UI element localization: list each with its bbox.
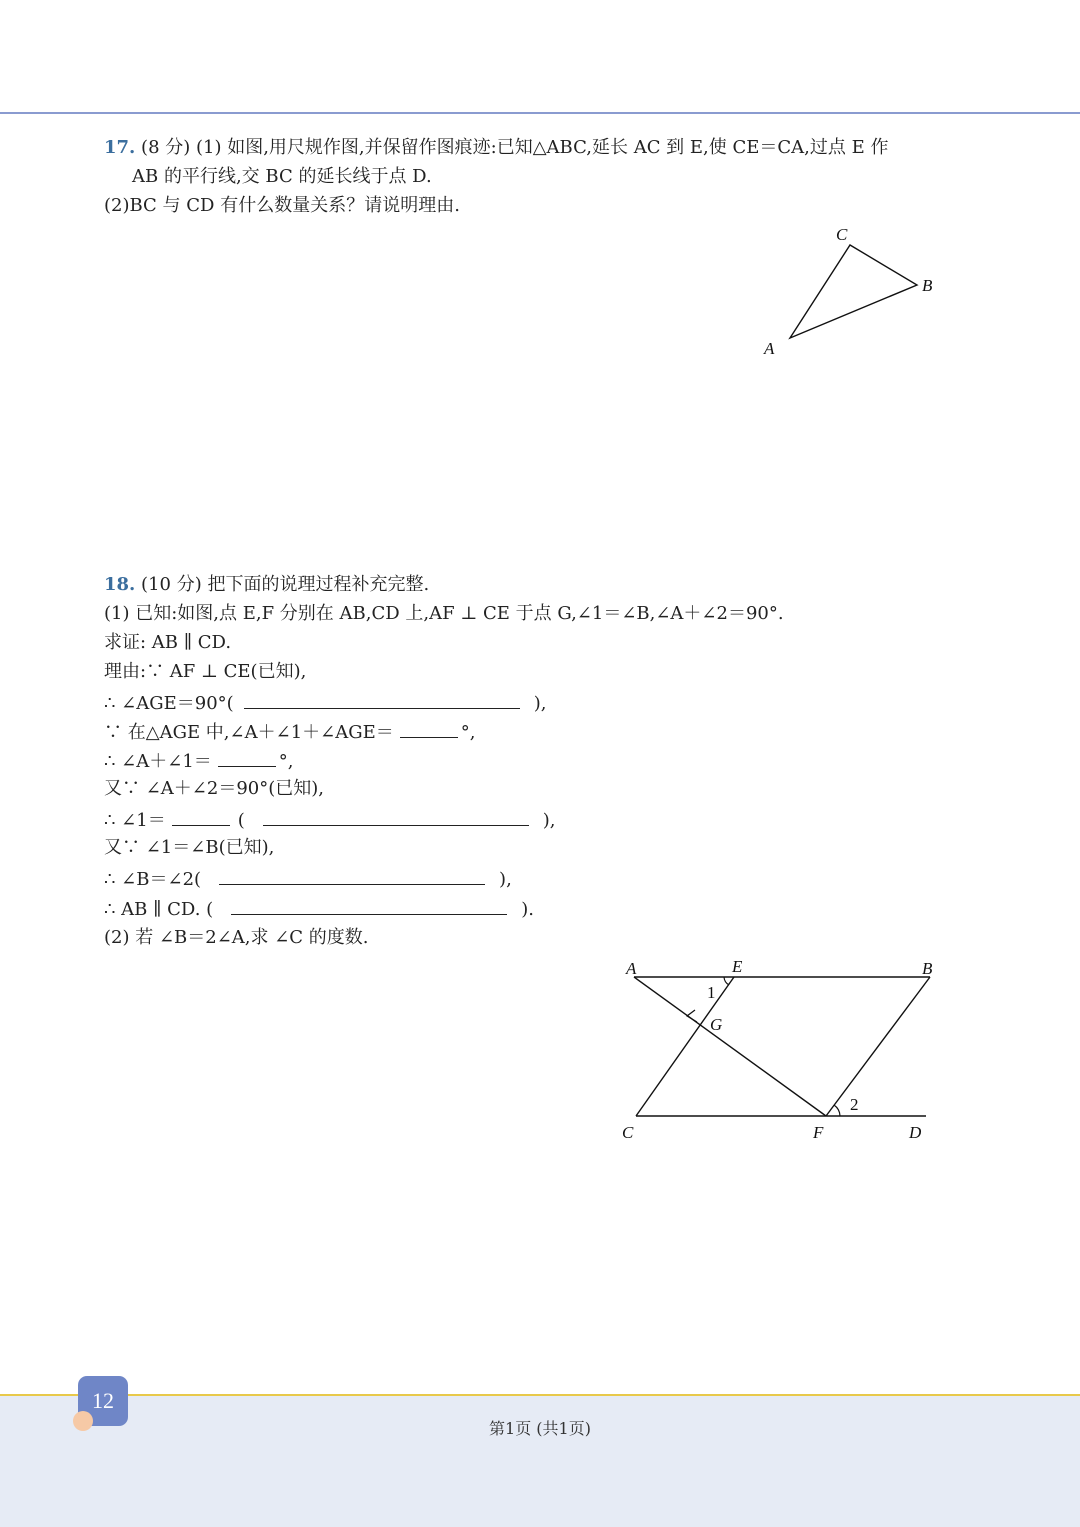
- q18-step1: ∴ ∠AGE＝90°( ),: [104, 690, 546, 716]
- q18-step8: ∴ AB ∥ CD. ( ).: [104, 896, 534, 922]
- angle-1-arc: [724, 977, 729, 985]
- q18-step6: 又∵ ∠1＝∠B(已知),: [104, 837, 275, 858]
- q17-number: 17.: [104, 137, 136, 158]
- q17-triangle-figure: [750, 215, 960, 365]
- page-info: 第1页 (共1页): [489, 1419, 591, 1438]
- header-rule: [0, 112, 1080, 114]
- q18-reason: 理由:∵ AF ⊥ CE(已知),: [104, 661, 307, 682]
- page-number-badge: 12: [78, 1376, 128, 1426]
- label-f: F: [813, 1123, 824, 1142]
- q18-step2: ∵ 在△AGE 中,∠A＋∠1＋∠AGE＝ °,: [104, 719, 475, 745]
- footer-rule: [0, 1394, 1080, 1396]
- label-b: B: [922, 959, 933, 978]
- q18-intro: 18. (10 分) 把下面的说理过程补充完整.: [104, 574, 430, 595]
- answer-blank-7[interactable]: [231, 896, 507, 915]
- segment-af: [634, 977, 826, 1116]
- answer-blank-2[interactable]: [400, 719, 458, 738]
- q18-step7: ∴ ∠B＝∠2( ),: [104, 866, 512, 892]
- q18-part2: (2) 若 ∠B＝2∠A,求 ∠C 的度数.: [104, 927, 369, 948]
- label-c: C: [622, 1123, 634, 1142]
- label-a: A: [626, 959, 637, 978]
- label-g: G: [710, 1015, 723, 1034]
- q17-line1: 17. (8 分) (1) 如图,用尺规作图,并保留作图痕迹:已知△ABC,延长 AC 到 E,使 CE＝CA,过点 E 作: [104, 137, 889, 158]
- q18-prove: 求证: AB ∥ CD.: [104, 632, 232, 653]
- q17-line2: AB 的平行线,交 BC 的延长线于点 D.: [132, 166, 432, 187]
- answer-blank-5[interactable]: [263, 807, 529, 826]
- q18-geometry-figure: [600, 950, 950, 1150]
- q17-part2: (2)BC 与 CD 有什么数量关系？请说明理由.: [104, 195, 460, 216]
- q18-step5: ∴ ∠1＝ ( ),: [104, 807, 556, 833]
- q18-given: (1) 已知:如图,点 E,F 分别在 AB,CD 上,AF ⊥ CE 于点 G,∠1＝∠B,∠A＋∠2＝90°.: [104, 603, 784, 624]
- answer-blank-3[interactable]: [218, 748, 276, 767]
- label-angle-2: 2: [850, 1095, 859, 1114]
- label-d: D: [909, 1123, 922, 1142]
- label-a: A: [764, 339, 775, 358]
- q18-number: 18.: [104, 574, 136, 595]
- q18-step3: ∴ ∠A＋∠1＝ °,: [104, 748, 294, 774]
- segment-ec: [636, 977, 734, 1116]
- q18-step4: 又∵ ∠A＋∠2＝90°(已知),: [104, 778, 325, 799]
- answer-blank-4[interactable]: [172, 807, 230, 826]
- segment-bf: [826, 977, 930, 1116]
- triangle-abc: [790, 245, 917, 338]
- label-angle-1: 1: [707, 983, 716, 1002]
- answer-blank-1[interactable]: [244, 690, 520, 709]
- label-c: C: [836, 225, 848, 244]
- label-e: E: [732, 957, 743, 976]
- answer-blank-6[interactable]: [219, 866, 485, 885]
- angle-2-arc: [834, 1105, 840, 1116]
- label-b: B: [922, 276, 933, 295]
